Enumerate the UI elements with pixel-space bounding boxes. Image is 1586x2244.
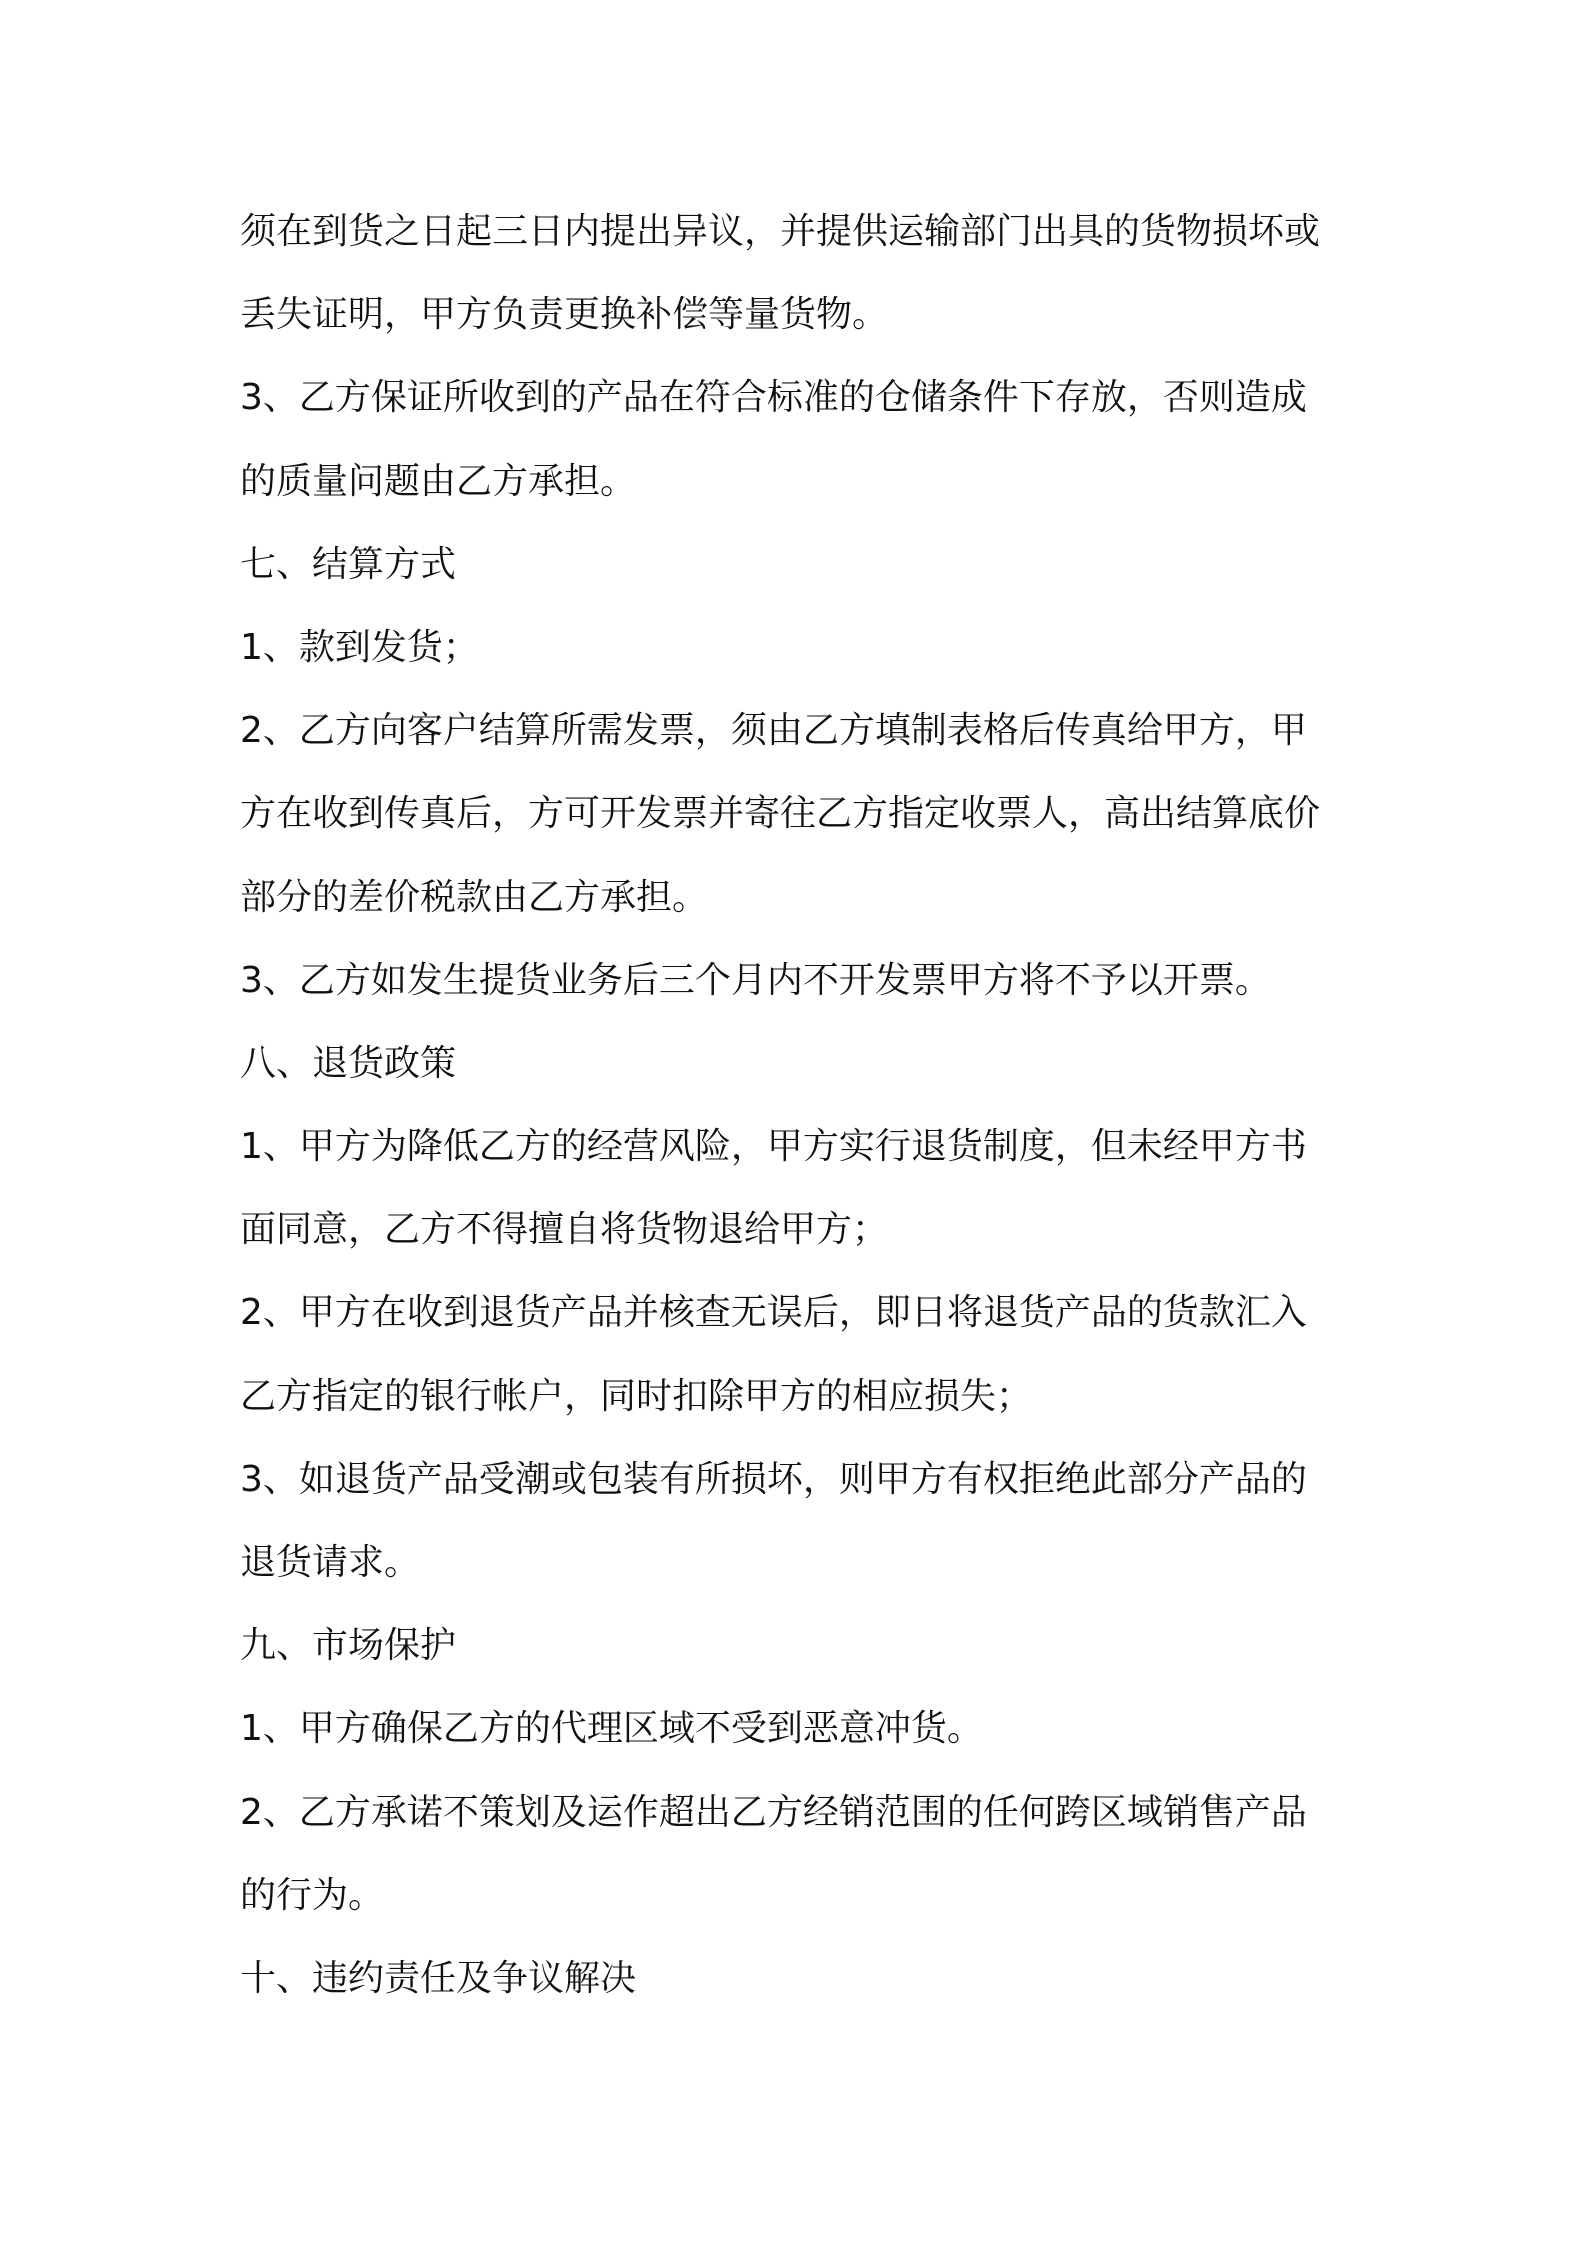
text-line-clause-8-1-cont: 面同意，乙方不得擅自将货物退给甲方； — [240, 1209, 889, 1251]
text-line-clause-8-2: 2、甲方在收到退货产品并核查无误后，即日将退货产品的货款汇入 — [240, 1292, 1307, 1334]
text-line-clause-8-1: 1、甲方为降低乙方的经营风险，甲方实行退货制度，但未经甲方书 — [240, 1126, 1307, 1168]
text-line-clause-8-3-cont: 退货请求。 — [240, 1542, 421, 1583]
section-heading-7: 七、结算方式 — [240, 543, 457, 585]
text-line-clause-6-3: 3、乙方保证所收到的产品在符合标准的仓储条件下存放，否则造成 — [240, 377, 1307, 419]
text-line-clause-6-2-cont-2: 丢失证明，甲方负责更换补偿等量货物。 — [240, 294, 889, 336]
text-line-clause-7-2-cont-2: 部分的差价税款由乙方承担。 — [240, 876, 709, 918]
document-body — [240, 190, 1360, 2020]
section-heading-9: 九、市场保护 — [240, 1625, 457, 1667]
text-line-clause-9-2-cont: 的行为。 — [240, 1874, 385, 1916]
text-line-clause-8-3: 3、如退货产品受潮或包装有所损坏，则甲方有权拒绝此部分产品的 — [240, 1458, 1307, 1500]
section-heading-10: 十、违约责任及争议解决 — [240, 1957, 637, 1999]
text-line-clause-7-1: 1、款到发货； — [240, 626, 479, 668]
text-line-clause-6-3-cont: 的质量问题由乙方承担。 — [240, 460, 637, 502]
text-line-clause-8-2-cont: 乙方指定的银行帐户，同时扣除甲方的相应损失； — [240, 1375, 1033, 1417]
text-line-clause-7-2-cont-1: 方在收到传真后，方可开发票并寄往乙方指定收票人，高出结算底价 — [240, 793, 1321, 835]
text-line-clause-7-2: 2、乙方向客户结算所需发票，须由乙方填制表格后传真给甲方，甲 — [240, 710, 1307, 752]
text-line-clause-7-3: 3、乙方如发生提货业务后三个月内不开发票甲方将不予以开票。 — [240, 959, 1271, 1001]
text-line-clause-9-2: 2、乙方承诺不策划及运作超出乙方经销范围的任何跨区域销售产品 — [240, 1791, 1307, 1833]
text-line-clause-9-1: 1、甲方确保乙方的代理区域不受到恶意冲货。 — [240, 1708, 983, 1750]
section-heading-8: 八、退货政策 — [240, 1042, 457, 1084]
text-line-clause-6-2-cont-1: 须在到货之日起三日内提出异议，并提供运输部门出具的货物损坏或 — [240, 211, 1321, 252]
